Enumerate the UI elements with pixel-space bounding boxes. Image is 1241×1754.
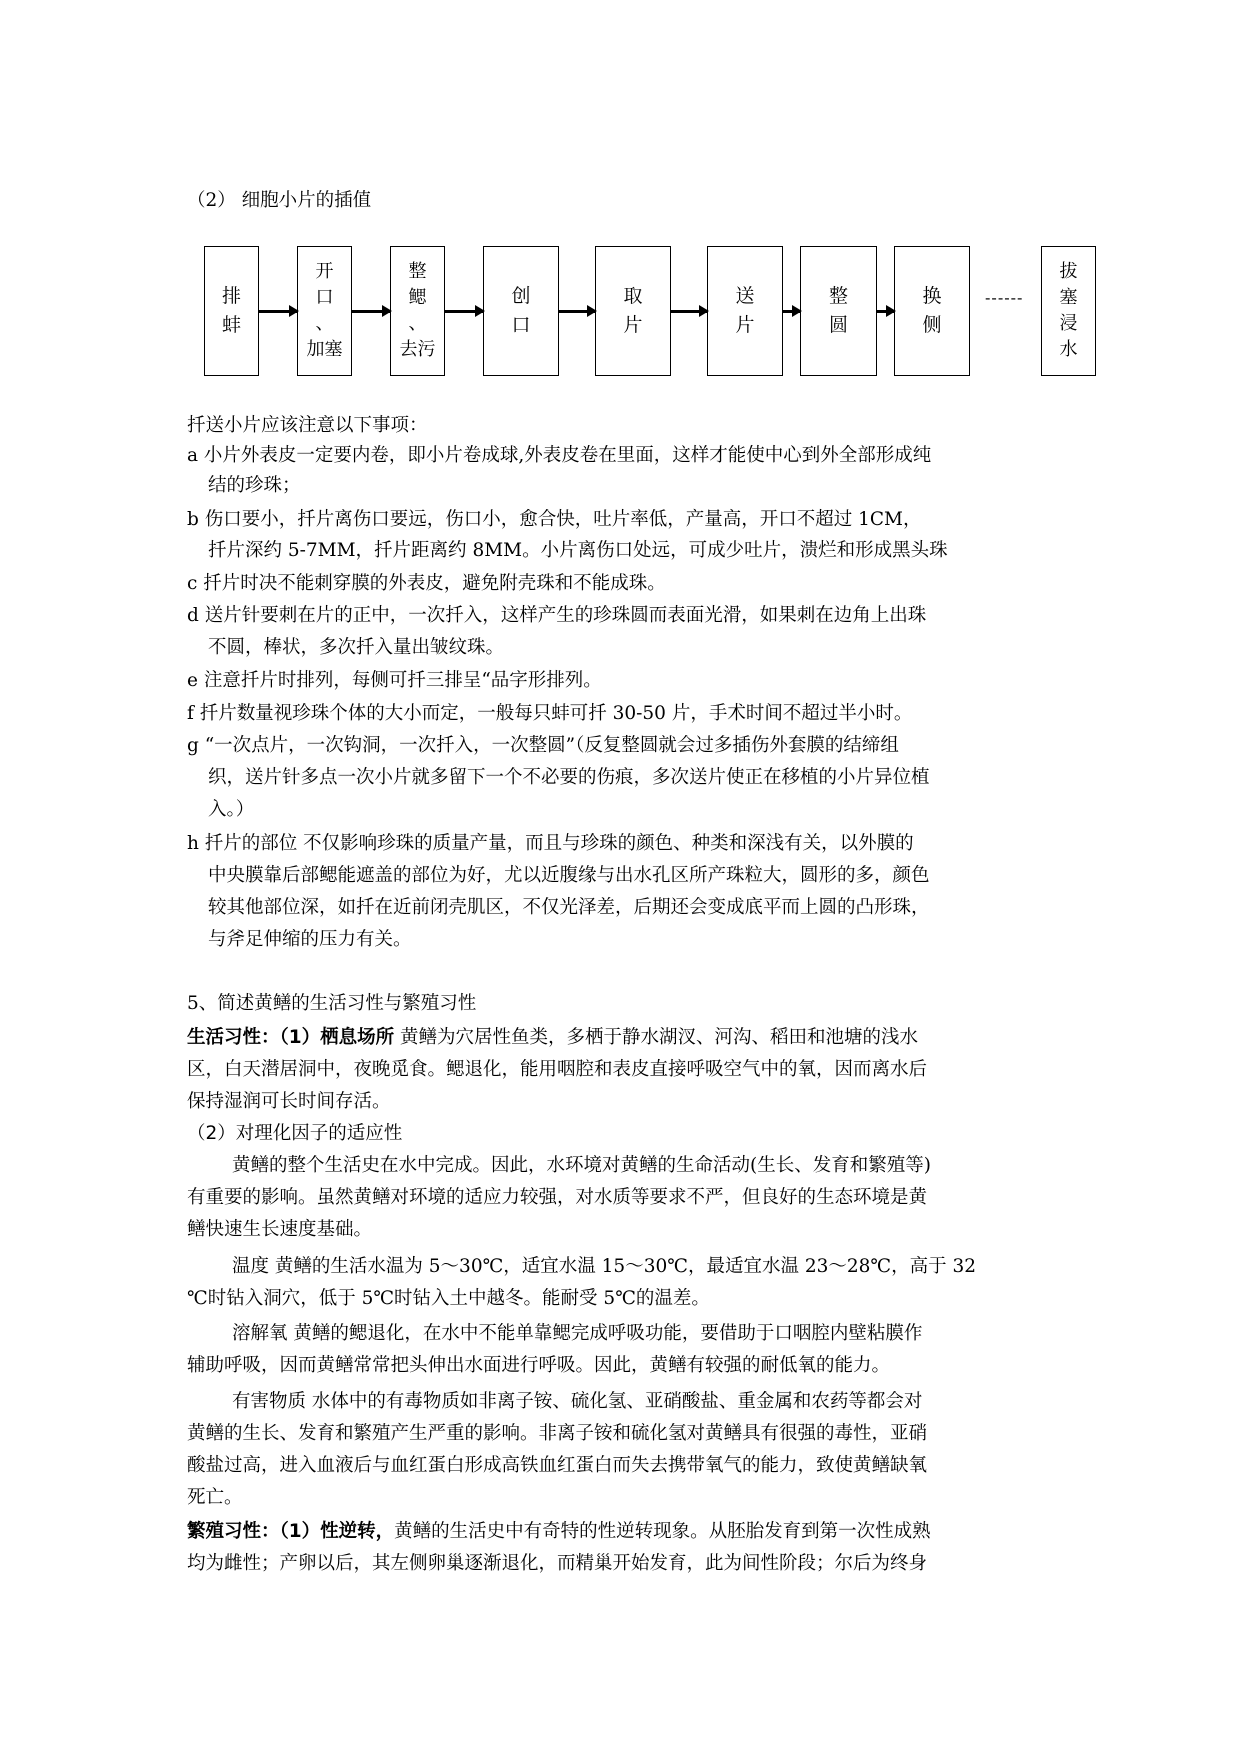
life-habits-line-1	[187, 1024, 918, 1052]
flow-step-text: 整	[828, 285, 848, 307]
paragraph-line: 辅助呼吸，因而黄鳝常常把头伸出水面进行呼吸。因此，黄鳝有较强的耐低氧的能力。	[187, 1355, 891, 1376]
flow-arrow	[352, 310, 390, 313]
section-heading: （2） 细胞小片的插值	[187, 190, 372, 211]
paragraph-line: 酸盐过高，进入血液后与血红蛋白形成高铁血红蛋白而失去携带氧气的能力，致使黄鳝缺氧	[187, 1455, 928, 1476]
flow-step-text: 蚌	[221, 314, 241, 336]
flow-step-7	[800, 246, 877, 376]
paragraph-line: 有重要的影响。虽然黄鳝对环境的适应力较强，对水质等要求不严，但良好的生态环境是黄	[187, 1187, 928, 1208]
flow-arrow	[783, 310, 800, 313]
flow-step-text: 侧	[922, 314, 942, 336]
note-f: f 扦片数量视珍珠个体的大小而定，一般每只蚌可扦 30-50 片，手术时间不超过半小时。	[187, 703, 913, 724]
temperature-label: 温度	[232, 1256, 270, 1277]
flow-step-text: 、	[408, 313, 427, 334]
reproduction-label: 繁殖习性：（1）性逆转，	[187, 1521, 395, 1542]
flow-step-text: 排	[221, 285, 241, 307]
flow-step-text: 片	[735, 314, 755, 336]
flow-step-text: 换	[922, 285, 942, 307]
note-g: g “一次点片，一次钩洞，一次扦入，一次整圆”（反复整圆就会过多插伤外套膜的结缔组	[187, 735, 899, 756]
flow-step-text: 拔	[1059, 261, 1078, 282]
flow-arrow	[671, 310, 707, 313]
flow-step-text: 加塞	[306, 339, 343, 360]
paragraph-text: 水体中的有毒物质如非离子铵、硫化氢、亚硝酸盐、重金属和农药等都会对	[306, 1391, 923, 1412]
flow-arrow	[445, 310, 483, 313]
note-h-cont: 与斧足伸缩的压力有关。	[208, 929, 412, 950]
flow-arrow	[259, 310, 297, 313]
flow-step-9	[1041, 246, 1096, 376]
flow-step-text: 片	[623, 314, 643, 336]
flow-step-text: 送	[735, 285, 755, 307]
paragraph-text: 黄鳝的生活水温为 5～30℃，适宜水温 15～30℃，最适宜水温 23～28℃，高于 32	[269, 1256, 977, 1277]
flow-step-3	[390, 246, 445, 376]
flow-step-6	[707, 246, 783, 376]
flow-arrow	[877, 310, 894, 313]
note-h-cont: 中央膜靠后部鳃能遮盖的部位为好，尤以近腹缘与出水孔区所产珠粒大，圆形的多，颜色	[208, 865, 930, 886]
flow-step-text: 浸	[1059, 313, 1078, 334]
paragraph-line: 黄鳝的整个生活史在水中完成。因此，水环境对黄鳝的生命活动(生长、发育和繁殖等)	[232, 1155, 931, 1176]
dissolved-oxygen-label: 溶解氧	[232, 1323, 288, 1344]
flow-step-text: 口	[315, 287, 334, 308]
flow-step-text: 创	[511, 285, 531, 307]
flow-arrow	[559, 310, 595, 313]
flow-step-4	[483, 246, 559, 376]
flow-step-5	[595, 246, 671, 376]
flow-step-text: 开	[315, 261, 334, 282]
life-habits-label: 生活习性：（1）栖息场所	[187, 1027, 395, 1048]
flow-step-1	[204, 246, 259, 376]
paragraph-text: 黄鳝为穴居性鱼类，多栖于静水湖汊、河沟、稻田和池塘的浅水	[394, 1027, 919, 1048]
flow-step-text: 去污	[399, 339, 436, 360]
notes-intro: 扦送小片应该注意以下事项：	[187, 415, 428, 436]
flow-step-8	[894, 246, 970, 376]
paragraph-line: ℃时钻入洞穴，低于 5℃时钻入土中越冬。能耐受 5℃的温差。	[187, 1288, 710, 1309]
paragraph-line: 均为雌性；产卵以后，其左侧卵巢逐渐退化，而精巢开始发育，此为间性阶段；尔后为终身	[187, 1553, 928, 1574]
note-c: c 扦片时决不能刺穿膜的外表皮，避免附壳珠和不能成珠。	[187, 573, 666, 594]
paragraph-text: 黄鳝的生活史中有奇特的性逆转现象。从胚胎发育到第一次性成熟	[394, 1521, 931, 1542]
question-heading: 5、简述黄鳝的生活习性与繁殖习性	[187, 993, 477, 1014]
flow-step-text: 口	[511, 314, 531, 336]
flow-step-text: 塞	[1059, 287, 1078, 308]
note-h: h 扦片的部位 不仅影响珍珠的质量产量，而且与珍珠的颜色、种类和深浅有关，以外膜的	[187, 833, 914, 854]
note-a: a 小片外表皮一定要内卷，即小片卷成球,外表皮卷在里面，这样才能使中心到外全部形成纯	[187, 445, 932, 466]
harmful-substances-line-1	[232, 1388, 922, 1416]
note-e: e 注意扦片时排列，每侧可扦三排呈“品字形排列。	[187, 670, 602, 691]
flow-ellipsis: ------	[985, 288, 1024, 307]
note-d: d 送片针要刺在片的正中，一次扦入，这样产生的珍珠圆而表面光滑，如果刺在边角上出珠	[187, 605, 927, 626]
harmful-substances-label: 有害物质	[232, 1391, 307, 1412]
paragraph-line: 死亡。	[187, 1487, 243, 1508]
note-g-cont: 入。）	[208, 799, 255, 820]
note-a-cont: 结的珍珠；	[208, 475, 301, 496]
reproduction-line-1	[187, 1518, 931, 1546]
paragraph-text: 黄鳝的鳃退化，在水中不能单靠鳃完成呼吸功能，要借助于口咽腔内壁粘膜作	[287, 1323, 923, 1344]
paragraph-line: 区，白天潜居洞中，夜晚觅食。鳃退化，能用咽腔和表皮直接呼吸空气中的氧，因而离水后	[187, 1059, 928, 1080]
note-d-cont: 不圆，棒状，多次扦入量出皱纹珠。	[208, 637, 505, 658]
paragraph-line: 保持湿润可长时间存活。	[187, 1091, 391, 1112]
dissolved-oxygen-line-1	[232, 1320, 922, 1348]
flow-step-text: 圆	[828, 314, 848, 336]
paragraph-line: 黄鳝的生长、发育和繁殖产生严重的影响。非离子铵和硫化氢对黄鳝具有很强的毒性，亚硝	[187, 1423, 928, 1444]
flow-step-text: 整	[408, 261, 427, 282]
flow-step-text: 水	[1059, 339, 1078, 360]
flow-step-text: 取	[623, 285, 643, 307]
temperature-line-1	[232, 1253, 976, 1281]
flow-step-2	[297, 246, 352, 376]
flow-step-text: 、	[315, 313, 334, 334]
subheading-adaptability: （2）对理化因子的适应性	[187, 1123, 403, 1144]
note-b: b 伤口要小，扦片离伤口要远，伤口小，愈合快，吐片率低，产量高，开口不超过 1CM，	[187, 509, 922, 530]
note-h-cont: 较其他部位深，如扦在近前闭壳肌区，不仅光泽差，后期还会变成底平而上圆的凸形珠，	[208, 897, 930, 918]
note-b-cont: 扦片深约 5-7MM，扦片距离约 8MM。小片离伤口处远，可成少吐片，溃烂和形成黑头珠	[208, 540, 948, 561]
paragraph-line: 鳝快速生长速度基础。	[187, 1219, 373, 1240]
flow-step-text: 鳃	[408, 287, 427, 308]
note-g-cont: 织，送片针多点一次小片就多留下一个不必要的伤痕，多次送片使正在移植的小片异位植	[208, 767, 930, 788]
